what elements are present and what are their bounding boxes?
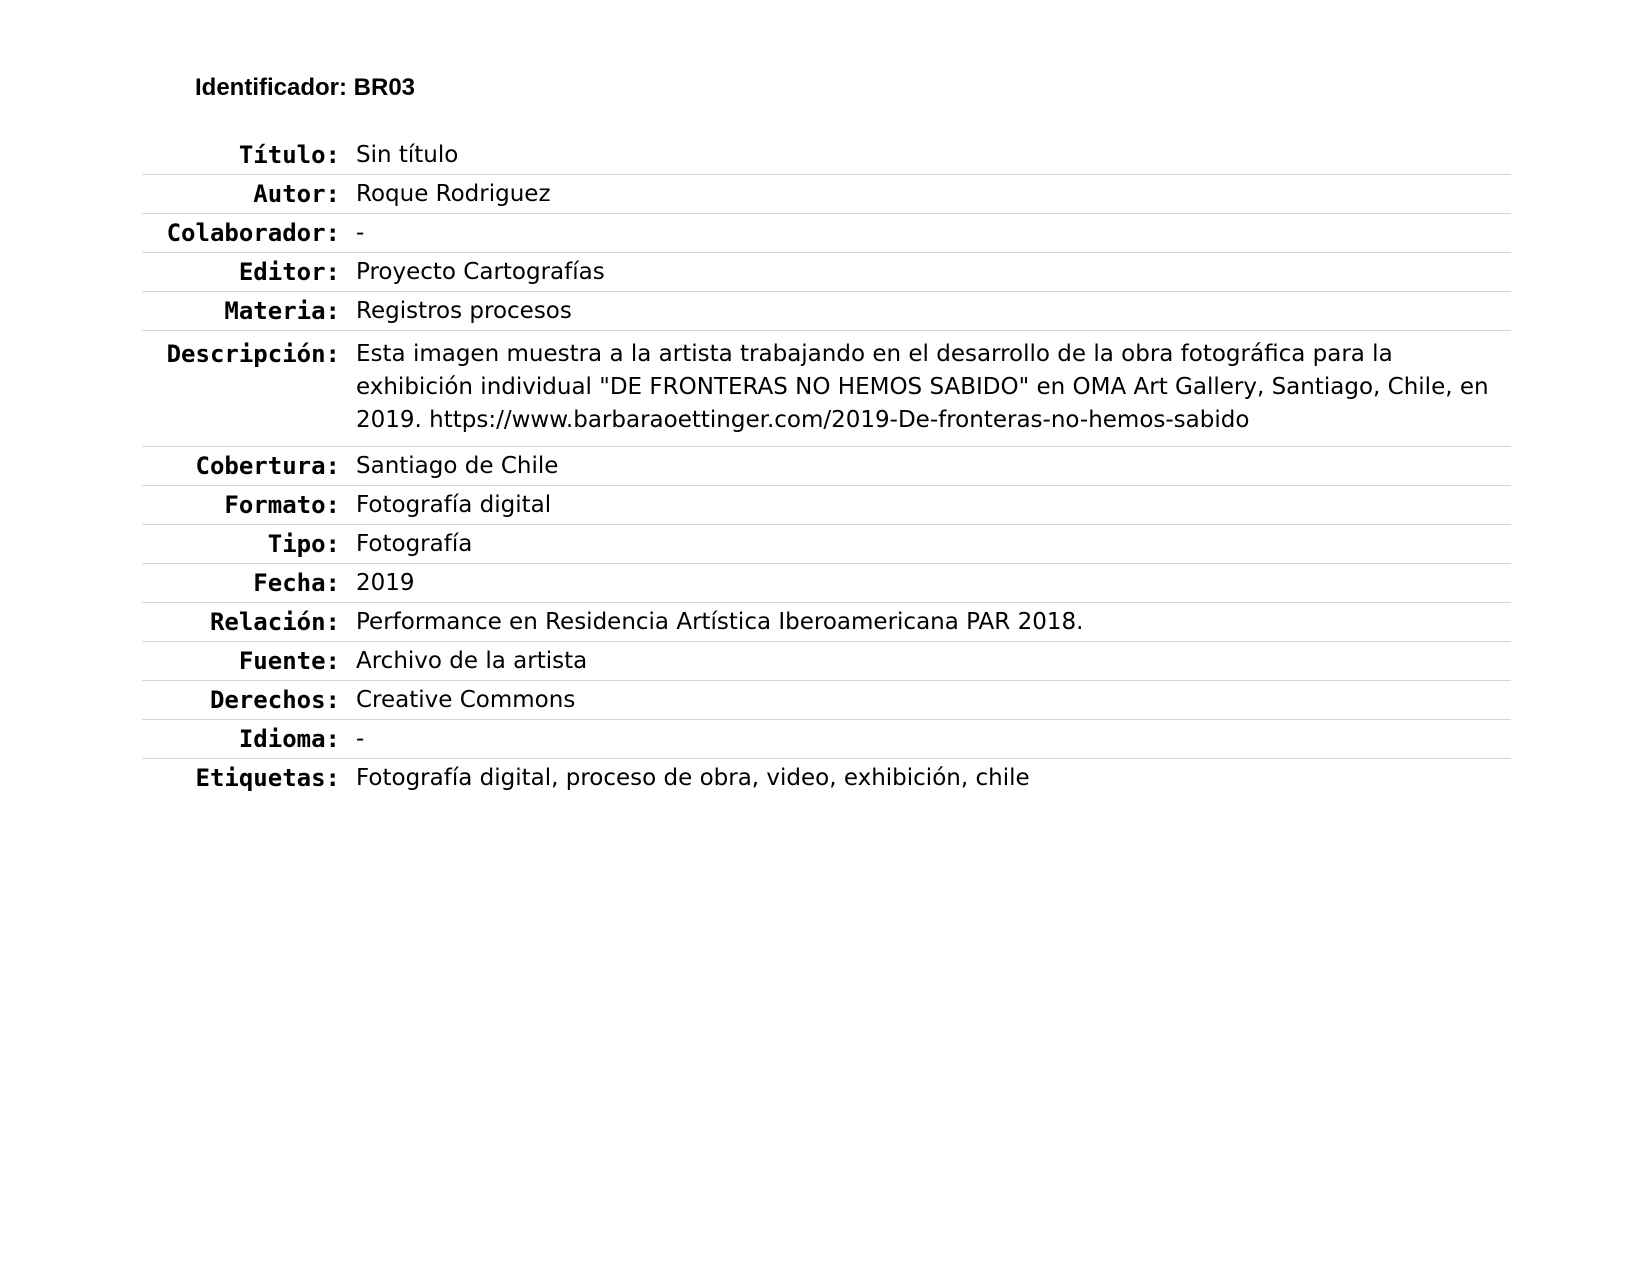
field-label: Formato:: [224, 491, 340, 519]
metadata-row-titulo: [142, 136, 1511, 175]
field-value: Roque Rodriguez: [356, 181, 551, 207]
metadata-row-relacion: [142, 603, 1511, 642]
field-label: Relación:: [209, 608, 340, 636]
document-identifier: Identificador: BR03: [195, 74, 416, 101]
field-label: Cobertura:: [195, 452, 340, 480]
field-value: -: [356, 220, 365, 246]
metadata-row-tipo: [142, 525, 1511, 564]
metadata-row-fecha: [142, 564, 1511, 603]
field-value: Archivo de la artista: [356, 648, 588, 674]
field-label: Etiquetas:: [195, 764, 340, 792]
field-label: Editor:: [238, 258, 340, 286]
field-label: Colaborador:: [166, 219, 340, 247]
field-value: Creative Commons: [356, 687, 576, 713]
metadata-row-editor: [142, 253, 1511, 292]
field-label: Descripción:: [166, 340, 340, 368]
field-value: Sin título: [356, 142, 459, 168]
field-value: Fotografía: [356, 531, 473, 557]
field-label: Fuente:: [238, 647, 340, 675]
field-label: Fecha:: [253, 569, 340, 597]
field-label: Materia:: [224, 297, 340, 325]
metadata-row-materia: [142, 292, 1511, 331]
field-value: Proyecto Cartografías: [356, 259, 605, 285]
field-value: Esta imagen muestra a la artista trabajando en el desarrollo de la obra fotográfica para la exhibición individual "DE FRONTERAS NO HEMOS SABIDO" en OMA Art Gallery, Santiago, Chile, en 2019. https://www.barbaraoettinger.com/2019-De-fronteras-no-hemos-sabido: [356, 341, 1489, 433]
field-value: Fotografía digital, proceso de obra, video, exhibición, chile: [356, 765, 1030, 791]
metadata-row-idioma: [142, 720, 1511, 759]
metadata-row-cobertura: [142, 447, 1511, 486]
metadata-row-derechos: [142, 681, 1511, 720]
field-value: Fotografía digital: [356, 492, 552, 518]
field-value: -: [356, 726, 365, 752]
field-label: Derechos:: [209, 686, 340, 714]
metadata-row-etiquetas: [142, 759, 1511, 798]
field-label: Idioma:: [238, 725, 340, 753]
metadata-row-descripcion: [142, 331, 1511, 447]
field-value: 2019: [356, 570, 415, 596]
field-value: Santiago de Chile: [356, 453, 559, 479]
metadata-table: [142, 136, 1511, 797]
metadata-row-fuente: [142, 642, 1511, 681]
metadata-row-colaborador: [142, 214, 1511, 253]
metadata-row-formato: [142, 486, 1511, 525]
field-label: Autor:: [253, 180, 340, 208]
field-label: Tipo:: [267, 530, 340, 558]
field-value: Registros procesos: [356, 298, 572, 324]
field-label: Título:: [238, 141, 340, 169]
field-value: Performance en Residencia Artística Iberoamericana PAR 2018.: [356, 609, 1084, 635]
metadata-row-autor: [142, 175, 1511, 214]
